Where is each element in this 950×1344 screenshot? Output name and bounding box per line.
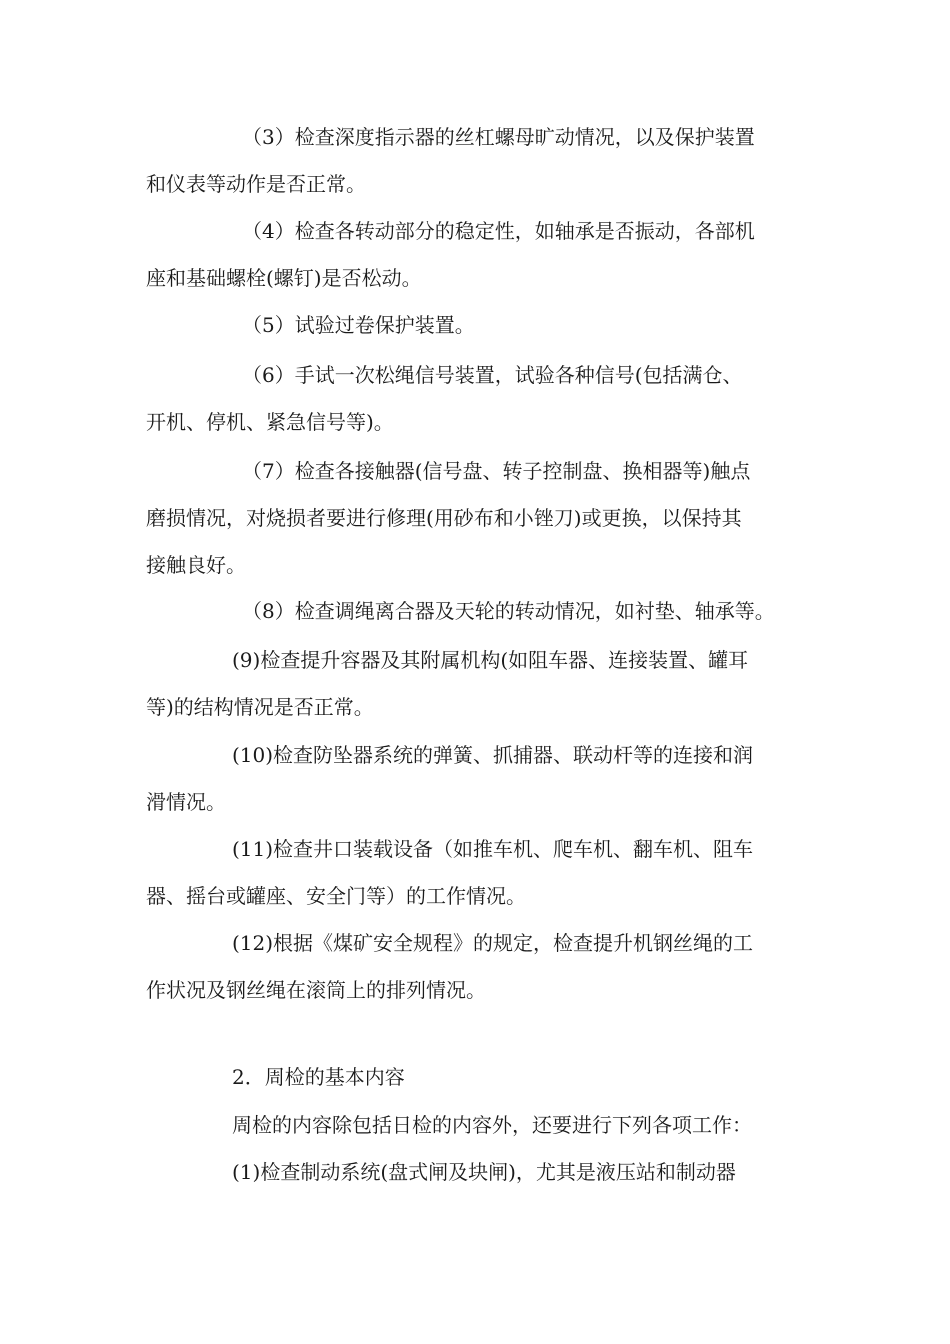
section-heading: 2．周检的基本内容: [232, 1065, 405, 1089]
paragraph-4-line-1: （4）检查各转动部分的稳定性，如轴承是否振动，各部机: [242, 219, 755, 243]
paragraph-3-line-2: 和仪表等动作是否正常。: [146, 172, 366, 196]
section-item-1: (1)检查制动系统(盘式闸及块闸)，尤其是液压站和制动器: [232, 1160, 736, 1184]
paragraph-7-line-3: 接触良好。: [146, 553, 246, 577]
paragraph-9-line-2: 等)的结构情况是否正常。: [146, 695, 374, 719]
paragraph-4-line-2: 座和基础螺栓(螺钉)是否松动。: [146, 266, 422, 290]
section-intro: 周检的内容除包括日检的内容外，还要进行下列各项工作：: [232, 1113, 752, 1137]
paragraph-10-line-1: (10)检查防坠器系统的弹簧、抓捕器、联动杆等的连接和润: [232, 743, 754, 767]
paragraph-5-line-1: （5）试验过卷保护装置。: [242, 313, 475, 337]
paragraph-12-line-1: (12)根据《煤矿安全规程》的规定，检查提升机钢丝绳的工: [232, 931, 754, 955]
paragraph-9-line-1: (9)检查提升容器及其附属机构(如阻车器、连接装置、罐耳: [232, 648, 749, 672]
paragraph-10-line-2: 滑情况。: [146, 790, 226, 814]
paragraph-6-line-1: （6）手试一次松绳信号装置，试验各种信号(包括满仓、: [242, 363, 743, 387]
paragraph-3-line-1: （3）检查深度指示器的丝杠螺母旷动情况，以及保护装置: [242, 125, 755, 149]
paragraph-6-line-2: 开机、停机、紧急信号等)。: [146, 410, 394, 434]
paragraph-7-line-1: （7）检查各接触器(信号盘、转子控制盘、换相器等)触点: [242, 459, 751, 483]
paragraph-11-line-2: 器、摇台或罐座、安全门等）的工作情况。: [146, 884, 526, 908]
paragraph-11-line-1: (11)检查井口装载设备（如推车机、爬车机、翻车机、阻车: [232, 837, 754, 861]
paragraph-7-line-2: 磨损情况，对烧损者要进行修理(用砂布和小锉刀)或更换，以保持其: [146, 506, 742, 530]
paragraph-8-line-1: （8）检查调绳离合器及天轮的转动情况，如衬垫、轴承等。: [242, 599, 775, 623]
paragraph-12-line-2: 作状况及钢丝绳在滚筒上的排列情况。: [146, 978, 486, 1002]
